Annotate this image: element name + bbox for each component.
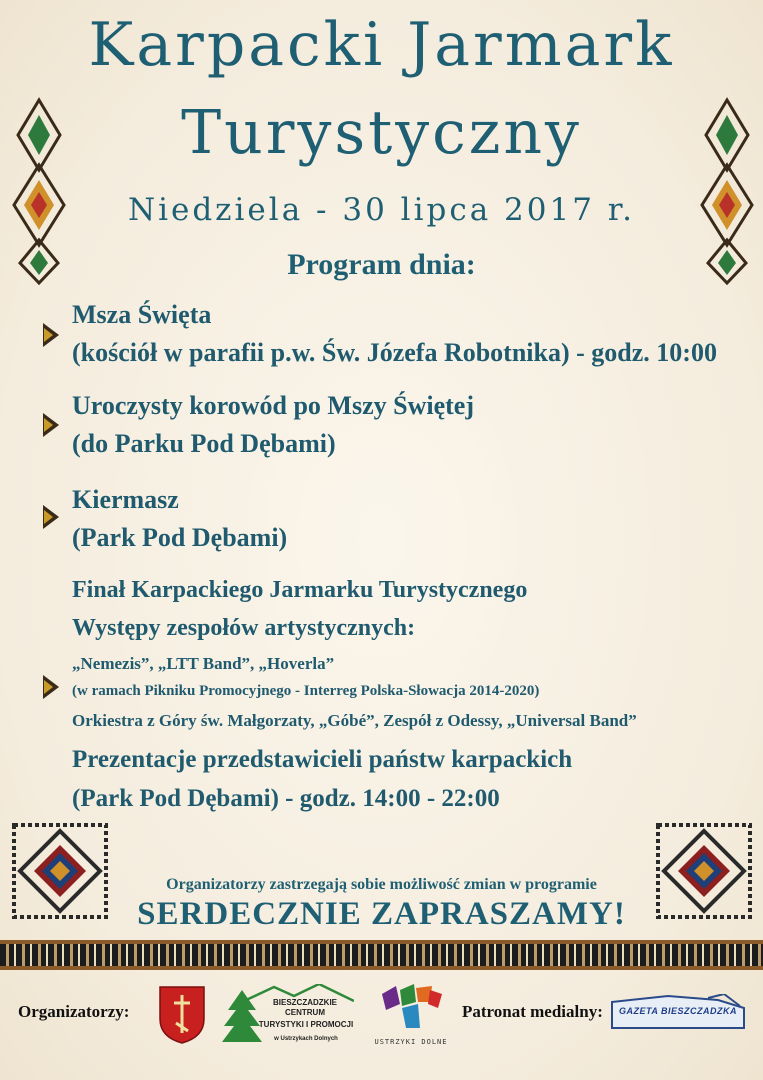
item-1-detail: (kościół w parafii p.w. Św. Józefa Robotnika) - godz. 10:00 <box>72 338 717 367</box>
bullet-arrow-icon <box>43 675 59 699</box>
bullet-arrow-icon <box>43 413 59 437</box>
ustrzyki-label: USTRZYKI DOLNE <box>374 1038 448 1046</box>
invitation-text: SERDECZNIE ZAPRASZAMY! <box>137 896 626 932</box>
final-performances-heading: Występy zespołów artystycznych: <box>72 615 416 641</box>
event-date: Niedziela - 30 lipca 2017 r. <box>127 192 636 228</box>
organizers-note: Organizatorzy zastrzegają sobie możliwość zmian w programie <box>166 876 597 893</box>
coat-of-arms-logo <box>158 985 206 1045</box>
final-bands-2: Orkiestra z Góry św. Małgorzaty, „Góbé”, Zespół z Odessy, „Universal Band” <box>72 711 637 730</box>
item-2-title: Uroczysty korowód po Mszy Świętej <box>72 391 474 420</box>
bcti-line-1: BIESZCZADZKIE <box>273 998 337 1007</box>
final-bands-1: „Nemezis”, „LTT Band”, „Hoverla” <box>72 654 335 673</box>
item-3-detail: (Park Pod Dębami) <box>72 523 288 552</box>
bcti-line-2: CENTRUM <box>285 1008 325 1017</box>
final-title: Finał Karpackiego Jarmarku Turystycznego <box>72 577 528 603</box>
program-heading: Program dnia: <box>287 248 476 281</box>
ustrzyki-emblem-icon <box>380 984 442 1030</box>
bcti-logo <box>222 984 357 1050</box>
bullet-arrow-icon <box>43 505 59 529</box>
embroidery-band <box>0 940 763 970</box>
item-1-title: Msza Święta <box>72 300 212 329</box>
final-bands-1-note: (w ramach Pikniku Promocyjnego - Interreg Polska-Słowacja 2014-2020) <box>72 683 540 699</box>
bcti-line-4: w Ustrzykach Dolnych <box>274 1036 338 1042</box>
bullet-arrow-icon <box>43 323 59 347</box>
bcti-line-3: TURYSTYKI I PROMOCJI <box>258 1020 354 1029</box>
ustrzyki-dolne-logo <box>370 984 452 1050</box>
title-line-2: Turystyczny <box>181 98 582 168</box>
gazeta-label: GAZETA BIESZCZADZKA <box>619 1006 737 1016</box>
gazeta-bieszczadzka-logo <box>608 994 748 1032</box>
item-3-title: Kiermasz <box>72 485 179 514</box>
patron-label: Patronat medialny: <box>462 1002 603 1021</box>
item-2-detail: (do Parku Pod Dębami) <box>72 429 336 458</box>
final-location-time: (Park Pod Dębami) - godz. 14:00 - 22:00 <box>72 785 500 812</box>
final-presentations: Prezentacje przedstawicieli państw karpackich <box>72 746 573 773</box>
title-line-1: Karpacki Jarmark <box>88 10 675 80</box>
organizers-label: Organizatorzy: <box>18 1002 130 1021</box>
